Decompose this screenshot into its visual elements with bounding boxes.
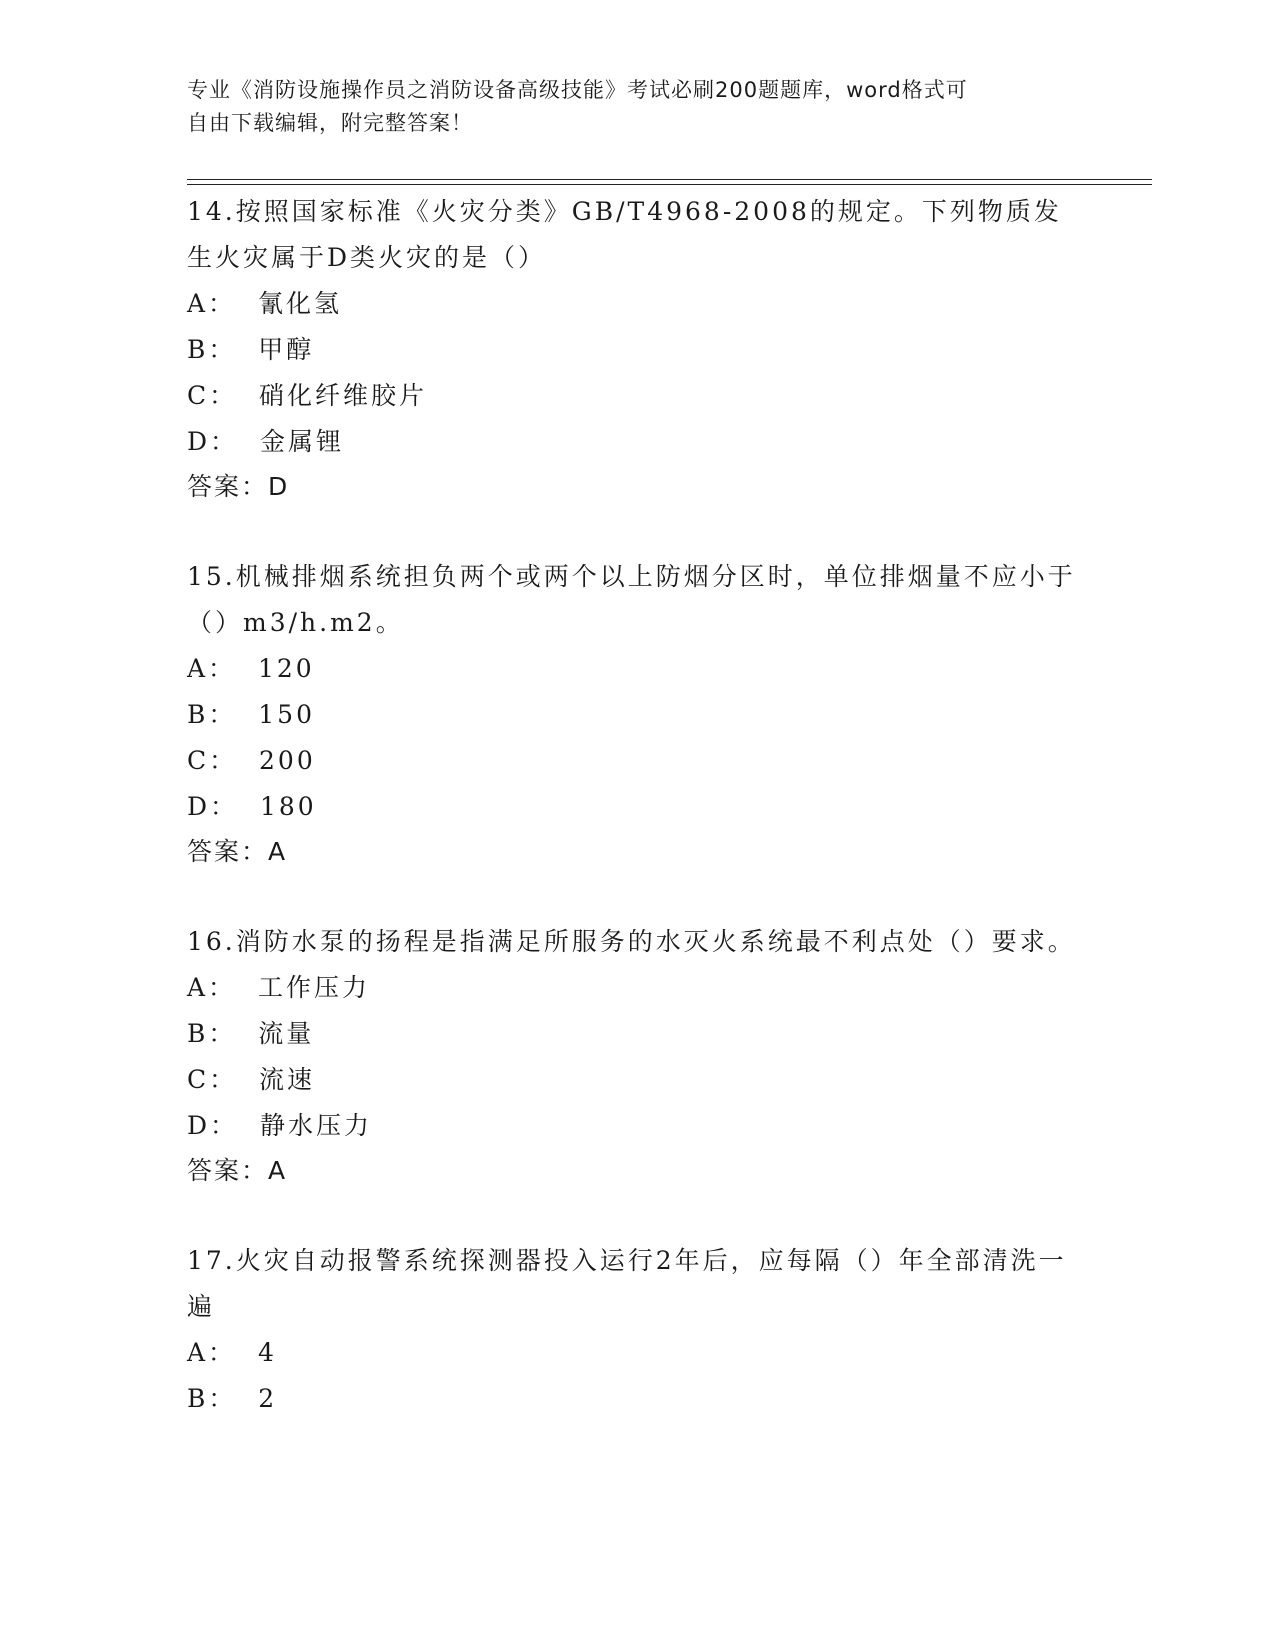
option-b: B： 150 <box>187 700 315 729</box>
header-divider-bottom <box>187 184 1152 185</box>
option-a: A： 氰化氢 <box>187 289 342 318</box>
option-b: B： 2 <box>187 1384 278 1413</box>
option-d: D： 静水压力 <box>187 1111 372 1140</box>
question-stem: 14.按照国家标准《火灾分类》GB/T4968-2008的规定。下列物质发生火灾属于D类火灾的是（） <box>187 197 1062 272</box>
option-a: A： 工作压力 <box>187 973 370 1002</box>
header-line-1: 专业《消防设施操作员之消防设备高级技能》考试必刷200题题库，word格式可 <box>187 78 968 102</box>
document-header <box>187 74 1067 140</box>
option-d: D： 180 <box>187 792 317 821</box>
option-a: A： 4 <box>187 1338 277 1367</box>
option-b: B： 流量 <box>187 1019 315 1048</box>
question-15 <box>187 554 1087 874</box>
answer-label: 答案：A <box>187 837 288 866</box>
header-divider-top <box>187 179 1152 180</box>
answer-label: 答案：D <box>187 472 290 501</box>
option-c: C： 硝化纤维胶片 <box>187 381 428 410</box>
option-d: D： 金属锂 <box>187 427 344 456</box>
option-b: B： 甲醇 <box>187 335 315 364</box>
question-17 <box>187 1238 1087 1422</box>
header-line-2: 自由下载编辑，附完整答案！ <box>187 111 473 135</box>
question-stem: 16.消防水泵的扬程是指满足所服务的水灭火系统最不利点处（）要求。 <box>187 927 1076 956</box>
option-c: C： 流速 <box>187 1065 316 1094</box>
question-list <box>187 189 1087 1467</box>
question-14 <box>187 189 1087 509</box>
question-16 <box>187 919 1087 1193</box>
question-stem: 17.火灾自动报警系统探测器投入运行2年后，应每隔（）年全部清洗一遍 <box>187 1246 1067 1321</box>
answer-label: 答案：A <box>187 1156 288 1185</box>
option-c: C： 200 <box>187 746 316 775</box>
option-a: A： 120 <box>187 654 315 683</box>
question-stem: 15.机械排烟系统担负两个或两个以上防烟分区时，单位排烟量不应小于（）m3/h.m2。 <box>187 562 1076 637</box>
